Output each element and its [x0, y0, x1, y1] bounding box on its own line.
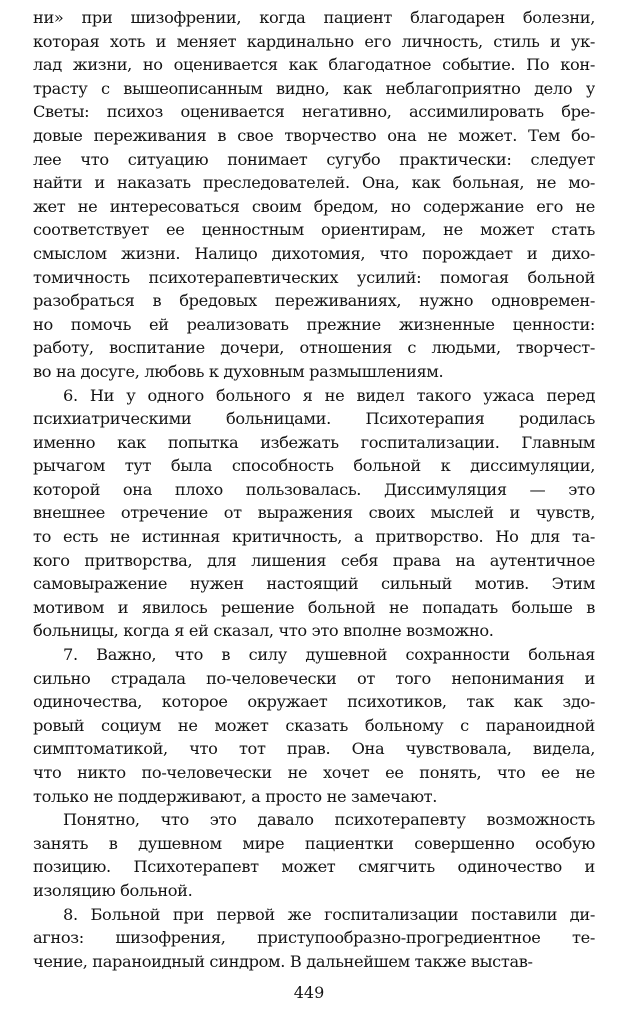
text-line: смыслом жизни. Налицо дихотомия, что порождает и дихо-: [33, 243, 595, 263]
text-line: но помочь ей реализовать прежние жизненные ценности:: [33, 314, 595, 334]
text-line: довые переживания в свое творчество она не может. Тем бо-: [33, 125, 595, 145]
text-line: занять в душевном мире пациентки совершенно особую: [33, 833, 595, 853]
text-line: мотивом и явилось решение больной не попадать больше в: [33, 597, 595, 617]
text-line: которая хоть и меняет кардинально его личность, стиль и ук-: [33, 31, 595, 51]
text-line: ровый социум не может сказать больному с параноидной: [33, 715, 595, 735]
text-line: чение, параноидный синдром. В дальнейшем также выстав-: [33, 951, 533, 971]
text-line: которой она плохо пользовалась. Диссимуляция — это: [33, 479, 595, 499]
text-line: томичность психотерапевтических усилий: помогая больной: [33, 267, 595, 287]
text-line: что никто по-человечески не хочет ее понять, что ее не: [33, 763, 595, 782]
text-line: то есть не истинная критичность, а притворство. Но для та-: [33, 527, 595, 547]
text-line: разобраться в бредовых переживаниях, нужно одновремен-: [33, 291, 595, 311]
text-line: одиночества, которое окружает психотиков, так как здо-: [33, 692, 595, 712]
paragraph-5: [33, 903, 595, 974]
text-line: сильно страдала по-человечески от того непонимания и: [33, 668, 595, 688]
text-line: трасту с вышеописанным видно, как неблагоприятно дело у: [33, 78, 595, 98]
text-line: найти и наказать преследователей. Она, как больная, не мо-: [33, 173, 595, 193]
text-line: лее что ситуацию понимает сугубо практически: следует: [33, 149, 595, 169]
text-line: именно как попытка избежать госпитализации. Главным: [33, 432, 595, 452]
text-line: Понятно, что это давало психотерапевту возможность: [63, 810, 595, 830]
text-line: 8. Больной при первой же госпитализации поставили ди-: [63, 904, 595, 924]
text-line: кого притворства, для лишения себя права на аутентичное: [33, 550, 595, 570]
text-line: симптоматикой, что тот прав. Она чувствовала, видела,: [33, 739, 595, 759]
text-line: во на досуге, любовь к духовным размышлениям.: [33, 361, 444, 381]
text-line: 7. Важно, что в силу душевной сохранности больная: [63, 645, 595, 665]
text-line: Светы: психоз оценивается негативно, ассимилировать бре-: [33, 102, 595, 122]
text-line: внешнее отречение от выражения своих мыслей и чувств,: [33, 503, 595, 523]
text-line: лад жизни, но оценивается как благодатное событие. По кон-: [33, 55, 595, 75]
text-line: рычагом тут была способность больной к диссимуляции,: [33, 456, 595, 476]
text-line: позицию. Психотерапевт может смягчить одиночество и: [33, 857, 595, 877]
text-line: соответствует ее ценностным ориентирам, не может стать: [33, 220, 595, 240]
page-number: 449: [293, 983, 325, 1002]
text-line: самовыражение нужен настоящий сильный мотив. Этим: [33, 574, 595, 594]
paragraph-4: [33, 808, 595, 902]
text-line: 6. Ни у одного больного я не видел такого ужаса перед: [63, 385, 595, 405]
paragraph-2: [33, 384, 595, 644]
paragraph-3: [33, 643, 595, 808]
text-line: агноз: шизофрения, приступообразно-прогредиентное те-: [33, 928, 595, 948]
text-line: только не поддерживают, а просто не замечают.: [33, 786, 438, 806]
text-line: психиатрическими больницами. Психотерапия родилась: [33, 409, 595, 429]
text-line: жет не интересоваться своим бредом, но содержание его не: [33, 196, 595, 216]
text-line: больницы, когда я ей сказал, что это вполне возможно.: [33, 621, 494, 641]
text-line: ни» при шизофрении, когда пациент благодарен болезни,: [33, 8, 595, 27]
text-line: изоляцию больной.: [33, 880, 193, 900]
text-line: работу, воспитание дочери, отношения с людьми, творчест-: [33, 338, 595, 358]
paragraph-1: [33, 6, 595, 384]
page-text: [33, 6, 595, 973]
